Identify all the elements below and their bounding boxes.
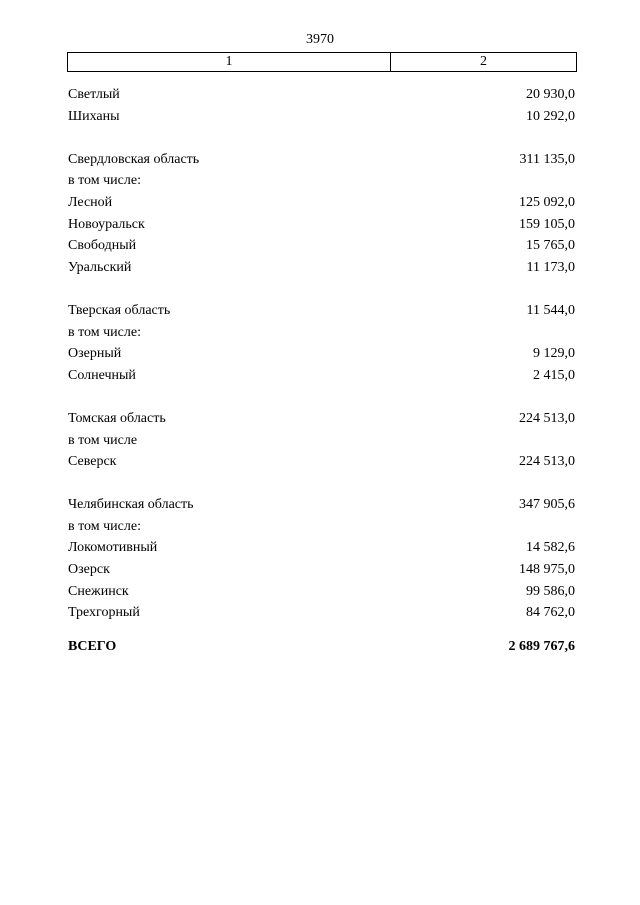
row-name: Свободный bbox=[68, 238, 137, 254]
row-name: Лесной bbox=[68, 194, 113, 210]
table-row bbox=[68, 106, 575, 128]
table-row bbox=[68, 602, 575, 624]
row-value: 9 129,0 bbox=[533, 346, 575, 362]
row-value: 11 544,0 bbox=[526, 302, 575, 318]
column-header-2: 2 bbox=[480, 54, 487, 69]
row-name: Томская область bbox=[68, 410, 166, 426]
row-value: 14 582,6 bbox=[526, 540, 575, 556]
row-value: 347 905,6 bbox=[519, 497, 575, 513]
row-value: 84 762,0 bbox=[526, 605, 575, 621]
row-value: 224 513,0 bbox=[519, 410, 575, 426]
row-name: Шиханы bbox=[68, 108, 120, 124]
page-number: 3970 bbox=[306, 32, 334, 47]
data-rows bbox=[68, 84, 575, 624]
table-row bbox=[68, 192, 575, 214]
row-value: 99 586,0 bbox=[526, 583, 575, 599]
table-row bbox=[68, 430, 575, 452]
row-name: Новоуральск bbox=[68, 216, 145, 232]
row-value: 15 765,0 bbox=[526, 238, 575, 254]
row-value: 10 292,0 bbox=[526, 108, 575, 124]
table-row bbox=[68, 278, 575, 300]
row-name: в том числе bbox=[68, 432, 138, 448]
column-header-table bbox=[67, 52, 577, 72]
row-name: Челябинская область bbox=[68, 497, 194, 513]
column-header-1: 1 bbox=[68, 53, 391, 71]
row-value: 20 930,0 bbox=[526, 87, 575, 102]
table-row bbox=[68, 343, 575, 365]
table-row bbox=[68, 494, 575, 516]
row-value: 2 415,0 bbox=[533, 367, 575, 383]
table-row bbox=[68, 516, 575, 538]
table-row bbox=[68, 170, 575, 192]
row-name: Озерный bbox=[68, 346, 122, 362]
row-name: в том числе: bbox=[68, 324, 141, 340]
row-value: 125 092,0 bbox=[519, 194, 575, 210]
table-row bbox=[68, 559, 575, 581]
table-row bbox=[68, 365, 575, 387]
table-row bbox=[68, 386, 575, 408]
table-row bbox=[68, 214, 575, 236]
table-row bbox=[68, 451, 575, 473]
table-row bbox=[68, 300, 575, 322]
table-row bbox=[68, 408, 575, 430]
row-name: Озерск bbox=[68, 562, 110, 578]
row-name: Уральский bbox=[68, 259, 132, 275]
row-value: 159 105,0 bbox=[519, 216, 575, 232]
total-label: ВСЕГО bbox=[68, 639, 117, 654]
row-name: Снежинск bbox=[68, 583, 129, 599]
table-row bbox=[68, 235, 575, 257]
table-row bbox=[68, 473, 575, 495]
row-name: Светлый bbox=[68, 87, 120, 102]
table-row bbox=[68, 84, 575, 106]
total-row bbox=[68, 637, 575, 657]
row-name: Трехгорный bbox=[68, 605, 140, 621]
row-name: Локомотивный bbox=[68, 540, 158, 556]
table-row bbox=[68, 537, 575, 559]
row-name: Тверская область bbox=[68, 302, 171, 318]
row-value: 224 513,0 bbox=[519, 454, 575, 470]
row-value: 11 173,0 bbox=[526, 259, 575, 275]
row-name: в том числе: bbox=[68, 518, 141, 534]
table-row bbox=[68, 322, 575, 344]
row-name: Свердловская область bbox=[68, 151, 200, 167]
table-row bbox=[68, 127, 575, 149]
row-name: Северск bbox=[68, 454, 117, 470]
table-row bbox=[68, 257, 575, 279]
total-value: 2 689 767,6 bbox=[508, 639, 575, 654]
row-value: 311 135,0 bbox=[519, 151, 575, 167]
row-name: Солнечный bbox=[68, 367, 136, 383]
row-name: в том числе: bbox=[68, 173, 141, 189]
row-value: 148 975,0 bbox=[519, 562, 575, 578]
table-row bbox=[68, 581, 575, 603]
table-row bbox=[68, 149, 575, 171]
